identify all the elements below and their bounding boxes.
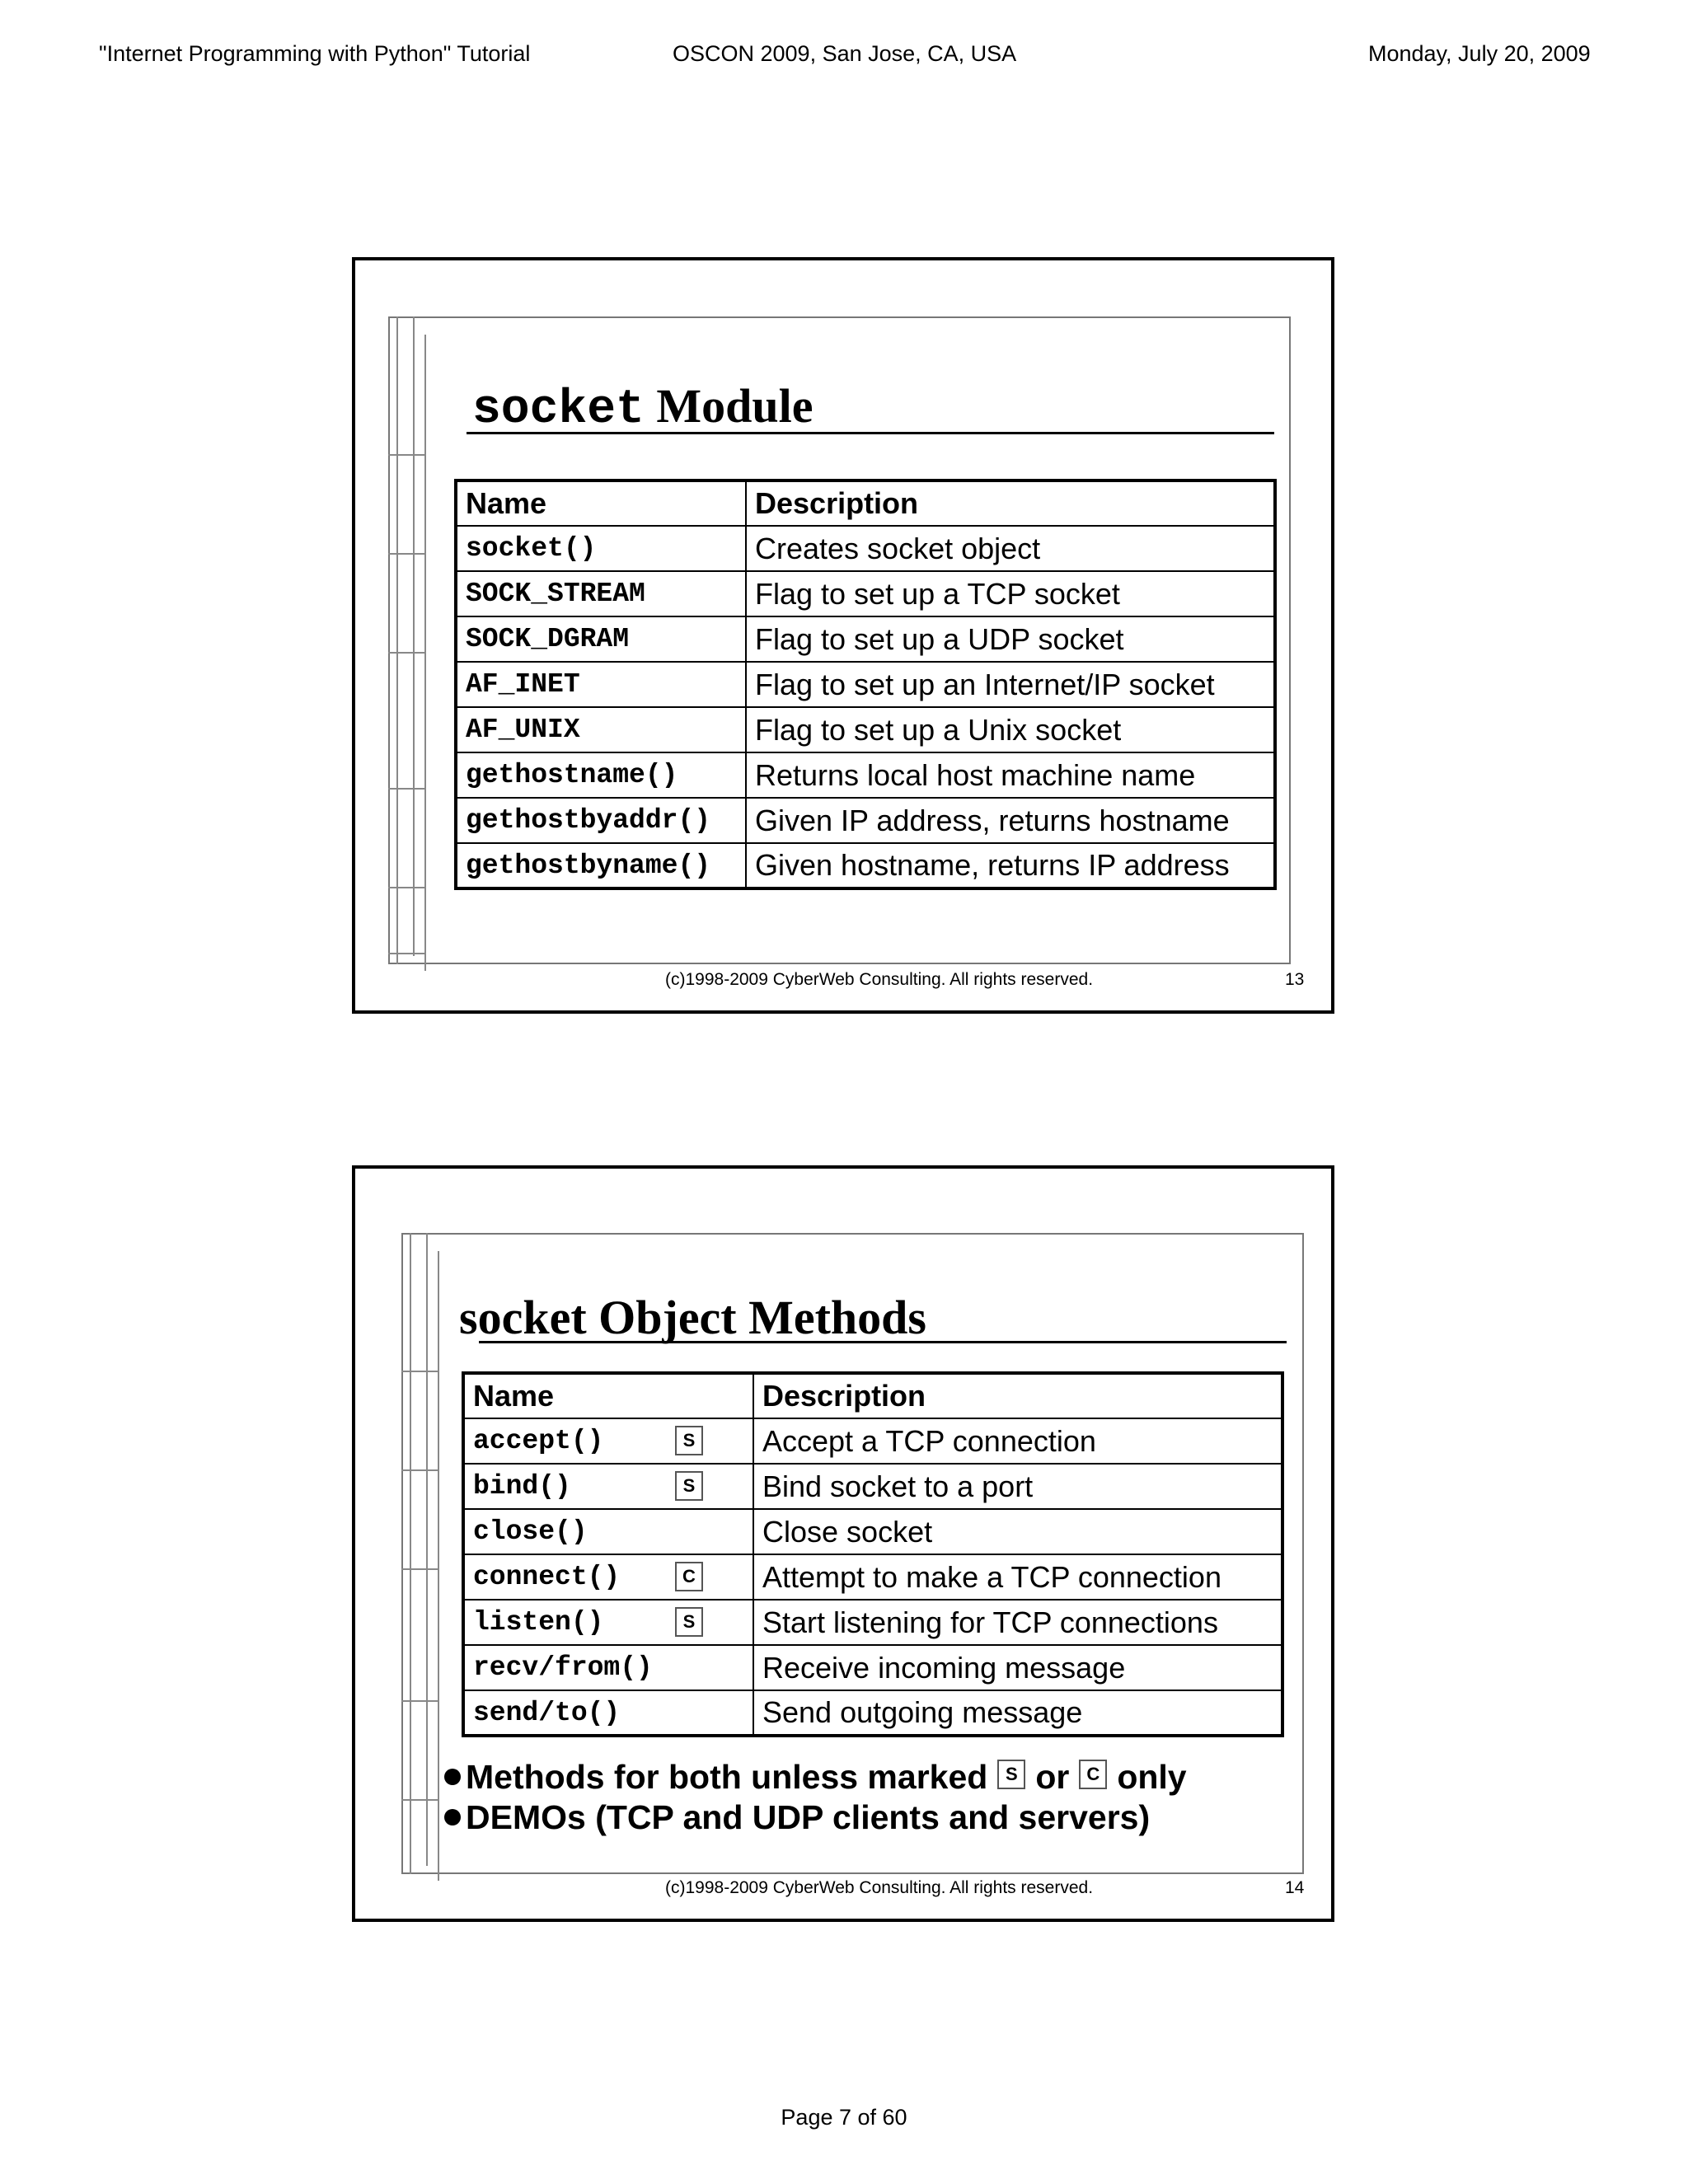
method-name: connect()	[473, 1562, 621, 1592]
table-row	[456, 798, 1275, 843]
frame-line	[410, 1233, 411, 1874]
server-only-tag: S	[675, 1607, 703, 1637]
table-header-row	[463, 1373, 1282, 1418]
document-header-title: "Internet Programming with Python" Tutorial	[99, 41, 531, 66]
row-name: gethostname()	[456, 752, 746, 798]
document-header-event: OSCON 2009, San Jose, CA, USA	[673, 41, 1017, 66]
frame-line	[424, 335, 426, 971]
row-description: Close socket	[753, 1509, 1282, 1554]
row-name	[463, 1418, 753, 1464]
row-name: gethostbyname()	[456, 843, 746, 888]
table-row	[463, 1418, 1282, 1464]
client-only-tag: C	[1079, 1760, 1107, 1789]
slide-title-code: socket	[472, 383, 645, 437]
column-header-name: Name	[463, 1373, 753, 1418]
row-name: close()	[463, 1509, 753, 1554]
slide-copyright: (c)1998-2009 CyberWeb Consulting. All rights reserved.	[665, 1878, 1094, 1897]
row-name: SOCK_DGRAM	[456, 616, 746, 662]
server-only-tag: S	[997, 1760, 1025, 1789]
title-underline	[467, 432, 1274, 434]
row-description: Send outgoing message	[753, 1690, 1282, 1736]
row-description: Receive incoming message	[753, 1645, 1282, 1690]
frame-line	[388, 887, 424, 888]
frame-line	[388, 788, 424, 790]
column-header-description: Description	[746, 480, 1275, 526]
document-header-date: Monday, July 20, 2009	[1368, 41, 1591, 66]
table-row	[456, 526, 1275, 571]
row-description: Start listening for TCP connections	[753, 1600, 1282, 1645]
table-row	[456, 752, 1275, 798]
bullet-methods-note	[444, 1760, 1187, 1794]
row-name	[463, 1554, 753, 1600]
bullet-text: only	[1117, 1758, 1187, 1796]
slide-14	[352, 1165, 1334, 1922]
table-row	[463, 1690, 1282, 1736]
row-name: AF_INET	[456, 662, 746, 707]
title-underline	[479, 1341, 1287, 1343]
bullet-text: DEMOs (TCP and UDP clients and servers)	[466, 1798, 1151, 1836]
frame-line	[388, 454, 424, 456]
table-row	[456, 571, 1275, 616]
row-description: Bind socket to a port	[753, 1464, 1282, 1509]
row-description: Given IP address, returns hostname	[746, 798, 1275, 843]
slide-number: 14	[1285, 1878, 1305, 1897]
slide-title: socket Object Methods	[459, 1291, 927, 1344]
column-header-description: Description	[753, 1373, 1282, 1418]
page-number: Page 7 of 60	[781, 2105, 907, 2130]
row-description: Creates socket object	[746, 526, 1275, 571]
table-row	[456, 707, 1275, 752]
method-name: listen()	[473, 1607, 604, 1638]
socket-module-table	[454, 479, 1277, 890]
row-name: AF_UNIX	[456, 707, 746, 752]
slide-13	[352, 257, 1334, 1014]
row-description: Flag to set up a UDP socket	[746, 616, 1275, 662]
table-row	[456, 843, 1275, 888]
slide-title	[472, 379, 814, 437]
row-description: Flag to set up an Internet/IP socket	[746, 662, 1275, 707]
slide-number: 13	[1285, 970, 1305, 989]
bullet-dot-icon	[444, 1769, 461, 1785]
table-header-row	[456, 480, 1275, 526]
row-name: socket()	[456, 526, 746, 571]
row-description: Flag to set up a TCP socket	[746, 571, 1275, 616]
row-description: Accept a TCP connection	[753, 1418, 1282, 1464]
frame-line	[401, 1469, 438, 1471]
bullet-dot-icon	[444, 1809, 461, 1825]
row-name: SOCK_STREAM	[456, 571, 746, 616]
row-name	[463, 1600, 753, 1645]
column-header-name: Name	[456, 480, 746, 526]
table-row	[463, 1509, 1282, 1554]
bullet-text: Methods for both unless marked	[466, 1758, 988, 1796]
row-name	[463, 1464, 753, 1509]
frame-line	[401, 1371, 438, 1372]
method-name: accept()	[473, 1426, 604, 1456]
method-name: bind()	[473, 1471, 571, 1502]
frame-line	[396, 316, 398, 964]
frame-line	[388, 553, 424, 555]
slide-title-text: Module	[644, 379, 814, 433]
frame-line	[401, 1568, 438, 1570]
row-description: Attempt to make a TCP connection	[753, 1554, 1282, 1600]
row-name: gethostbyaddr()	[456, 798, 746, 843]
frame-line	[388, 652, 424, 654]
frame-line	[426, 1233, 428, 1866]
socket-methods-table	[462, 1371, 1284, 1737]
slide-copyright: (c)1998-2009 CyberWeb Consulting. All rights reserved.	[665, 970, 1094, 989]
client-only-tag: C	[675, 1562, 703, 1591]
table-row	[463, 1554, 1282, 1600]
frame-line	[413, 316, 415, 956]
bullet-demos	[444, 1798, 1151, 1836]
frame-line	[401, 1700, 438, 1702]
frame-line	[438, 1251, 439, 1881]
server-only-tag: S	[675, 1426, 703, 1455]
frame-line	[388, 953, 424, 954]
frame-line	[401, 1799, 438, 1801]
bullet-text: or	[1035, 1758, 1070, 1796]
table-row	[463, 1645, 1282, 1690]
table-row	[463, 1600, 1282, 1645]
server-only-tag: S	[675, 1471, 703, 1501]
table-row	[456, 616, 1275, 662]
row-name: recv/from()	[463, 1645, 753, 1690]
row-description: Flag to set up a Unix socket	[746, 707, 1275, 752]
row-description: Returns local host machine name	[746, 752, 1275, 798]
table-row	[456, 662, 1275, 707]
row-description: Given hostname, returns IP address	[746, 843, 1275, 888]
table-row	[463, 1464, 1282, 1509]
row-name: send/to()	[463, 1690, 753, 1736]
